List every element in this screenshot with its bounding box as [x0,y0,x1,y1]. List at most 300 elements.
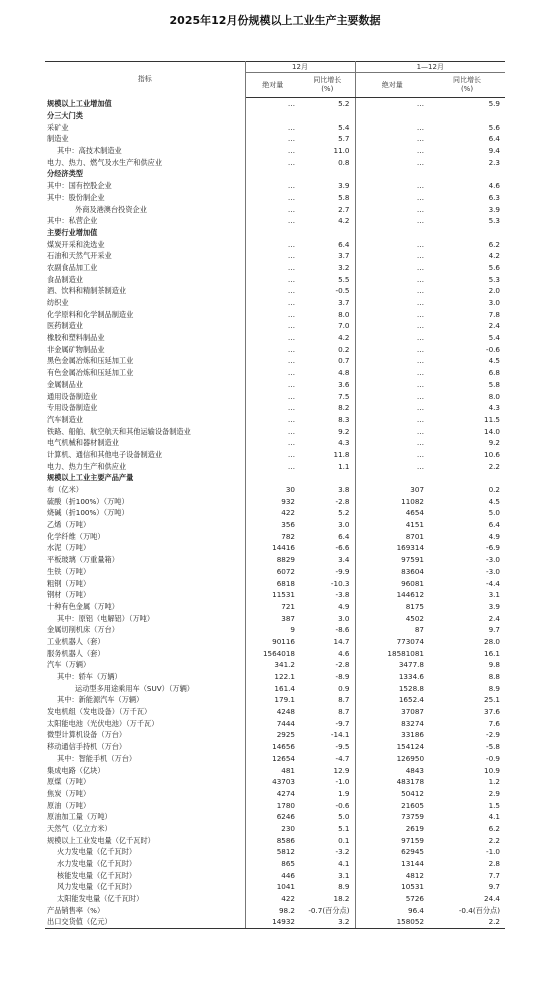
december-growth-value: 0.7 [300,355,355,367]
december-growth-value: 4.1 [300,858,355,870]
ytd-growth-value: 4.6 [488,181,501,191]
row-indicator-name: 电力、热力生产和供应业 [45,460,245,472]
december-absolute-value: 865 [281,859,295,869]
ytd-growth-value: 1.5 [488,800,501,810]
row-indicator-name: 汽车（万辆） [45,659,245,671]
december-growth-value: 5.2 [300,98,355,110]
december-growth-value: 0.2 [300,343,355,355]
ytd-absolute-value: … [416,146,425,156]
table-row [45,437,505,449]
ytd-growth-value: 3.1 [488,590,501,600]
statistics-table [45,61,505,929]
ytd-growth-value: 24.4 [484,894,501,904]
ytd-growth-value: -1.0 [485,847,501,857]
table-row [45,694,505,706]
row-indicator-name: 焦炭（万吨） [45,788,245,800]
december-growth-value: 4.6 [300,647,355,659]
table-row [45,449,505,461]
ytd-absolute-value: … [416,321,425,331]
row-indicator-name: 金属制品业 [45,379,245,391]
table-row [45,671,505,683]
ytd-growth-value [429,168,505,180]
ytd-growth-value: -6.9 [485,543,501,553]
ytd-absolute-value: … [416,309,425,319]
december-growth-value: -9.9 [300,566,355,578]
december-growth-value: -9.5 [300,741,355,753]
row-indicator-name: 风力发电量（亿千瓦时） [45,881,245,893]
table-row [45,811,505,823]
december-absolute-value: … [287,134,295,144]
december-absolute-value: 422 [281,894,295,904]
december-absolute-value: … [287,403,295,413]
ytd-absolute-value: … [416,344,425,354]
ytd-growth-value: 2.2 [429,916,505,928]
december-absolute-value: 14932 [245,916,300,928]
ytd-absolute-value: 97591 [401,555,425,565]
table-row [45,624,505,636]
table-row [45,425,505,437]
period-header-ytd: 1—12月 [355,62,505,73]
ytd-absolute-value: … [416,216,425,226]
december-absolute-value: … [287,239,295,249]
ytd-absolute-value [355,110,429,122]
december-growth-value: -6.6 [300,542,355,554]
table-row [45,729,505,741]
row-indicator-name: 移动通信手持机（万台） [45,741,245,753]
growth-header-december: 同比增长 (%) [300,73,355,98]
december-growth-value: 8.0 [300,308,355,320]
december-absolute-value: … [287,157,295,167]
december-absolute-value: … [287,298,295,308]
ytd-absolute-value: 4812 [405,870,425,880]
december-growth-value: 3.2 [300,916,355,928]
ytd-absolute-value: … [416,356,425,366]
row-indicator-name: 石油和天然气开采业 [45,250,245,262]
december-absolute-value [245,227,300,239]
row-indicator-name: 原油加工量（万吨） [45,811,245,823]
row-indicator-name: 微型计算机设备（万台） [45,729,245,741]
december-absolute-value: … [287,414,295,424]
december-growth-value: 5.2 [300,507,355,519]
december-growth-value: 3.4 [300,554,355,566]
december-growth-value: 6.4 [300,530,355,542]
december-growth-value: 0.8 [300,156,355,168]
table-row [45,601,505,613]
table-row [45,98,505,110]
table-row [45,238,505,250]
row-indicator-name: 规模以上工业发电量（亿千瓦时） [45,834,245,846]
december-growth-value: -3.2 [300,846,355,858]
december-absolute-value: 43703 [272,777,295,787]
row-indicator-name: 其中：国有控股企业 [45,180,245,192]
december-growth-value: -8.9 [300,671,355,683]
table-row [45,589,505,601]
row-indicator-name: 非金属矿物制品业 [45,343,245,355]
table-row [45,145,505,157]
row-indicator-name: 其中：原铝（电解铝）（万吨） [45,612,245,624]
row-indicator-name: 平板玻璃（万重量箱） [45,554,245,566]
ytd-absolute-value: 158052 [355,916,429,928]
ytd-absolute-value: 21605 [401,800,425,810]
december-absolute-value: 2925 [276,730,295,740]
december-absolute-value: … [287,274,295,284]
table-row [45,484,505,496]
december-growth-value: 8.7 [300,694,355,706]
row-indicator-name: 纺织业 [45,297,245,309]
ytd-growth-value: 5.0 [488,508,501,518]
december-absolute-value: … [287,204,295,214]
december-growth-value [300,110,355,122]
december-absolute-value: 90116 [272,636,295,646]
ytd-growth-value: 4.1 [488,812,501,822]
ytd-absolute-value: 307 [410,485,425,495]
december-growth-value: 7.0 [300,320,355,332]
row-indicator-name: 通用设备制造业 [45,390,245,402]
december-absolute-value: … [287,379,295,389]
ytd-growth-value: -5.8 [485,742,501,752]
december-absolute-value: 98.2 [278,905,295,915]
ytd-growth-value: 4.2 [488,251,501,261]
ytd-growth-value: 37.6 [484,707,501,717]
ytd-absolute-value: … [416,403,425,413]
row-indicator-name: 规模以上工业增加值 [45,98,245,110]
ytd-absolute-value: 5726 [405,894,425,904]
ytd-growth-value: 5.4 [488,333,501,343]
absolute-header-december: 绝对量 [245,73,300,98]
table-row [45,682,505,694]
december-absolute-value: 387 [281,613,295,623]
december-absolute-value: … [287,251,295,261]
row-indicator-name: 钢材（万吨） [45,589,245,601]
growth-header-ytd: 同比增长 (%) [429,73,505,98]
table-row [45,110,505,122]
december-absolute-value: … [287,309,295,319]
ytd-absolute-value: … [416,122,425,132]
table-row [45,180,505,192]
ytd-growth-value: 4.3 [488,403,501,413]
ytd-absolute-value: … [416,333,425,343]
december-absolute-value: … [287,356,295,366]
december-growth-value: -0.5 [300,285,355,297]
table-row [45,741,505,753]
december-absolute-value: 446 [281,870,295,880]
ytd-growth-value: 3.0 [488,298,501,308]
december-growth-value: -0.6 [300,799,355,811]
ytd-absolute-value: 169314 [396,543,425,553]
ytd-growth-value: 6.3 [488,192,501,202]
ytd-absolute-value: 483178 [396,777,425,787]
page-title: 2025年12月份规模以上工业生产主要数据 [169,14,381,27]
table-body [45,98,505,929]
december-growth-value: 4.2 [300,332,355,344]
december-growth-value: 3.0 [300,519,355,531]
row-indicator-name: 出口交货值（亿元） [45,916,245,928]
december-growth-value: 18.2 [300,893,355,905]
table-row [45,612,505,624]
december-growth-value [300,227,355,239]
ytd-absolute-value: … [416,368,425,378]
ytd-growth-value: 9.7 [488,625,501,635]
row-indicator-name: 制造业 [45,133,245,145]
ytd-absolute-value [355,227,429,239]
ytd-growth-value: 2.8 [488,859,501,869]
row-indicator-name: 食品制造业 [45,273,245,285]
row-indicator-name: 其中：股份制企业 [45,192,245,204]
ytd-growth-value: 9.4 [488,146,501,156]
ytd-absolute-value: … [416,192,425,202]
december-absolute-value: 9 [290,625,295,635]
ytd-absolute-value: … [416,239,425,249]
ytd-growth-value: -0.6 [485,344,501,354]
table-row [45,799,505,811]
december-growth-value: 5.4 [300,121,355,133]
table-row [45,192,505,204]
ytd-growth-value: 5.9 [488,99,501,109]
december-absolute-value: 12654 [272,753,295,763]
table-row [45,858,505,870]
table-row [45,776,505,788]
december-growth-value: 11.8 [300,449,355,461]
december-growth-value: 8.3 [300,414,355,426]
december-absolute-value: 179.1 [274,695,295,705]
december-absolute-value: 6246 [276,812,295,822]
ytd-absolute-value: … [416,391,425,401]
row-indicator-name: 铁路、船舶、航空航天和其他运输设备制造业 [45,425,245,437]
row-indicator-name: 太阳能发电量（亿千瓦时） [45,893,245,905]
table-header [45,62,505,98]
ytd-growth-value: 8.0 [488,391,501,401]
ytd-growth-value: -3.0 [485,566,501,576]
ytd-absolute-value: … [416,414,425,424]
ytd-growth-value: 9.8 [488,660,501,670]
december-growth-value: -14.1 [300,729,355,741]
table-row [45,659,505,671]
december-absolute-value: 4248 [276,707,295,717]
row-indicator-name: 产品销售率（%） [45,904,245,916]
december-growth-value: 4.8 [300,367,355,379]
ytd-growth-value: 7.7 [488,870,501,880]
ytd-growth-value: 2.2 [488,835,501,845]
december-growth-value: 12.9 [300,764,355,776]
table-row [45,367,505,379]
december-absolute-value [245,472,300,484]
row-indicator-name: 其中：高技术制造业 [45,145,245,157]
december-growth-value: 3.7 [300,250,355,262]
ytd-absolute-value: 3477.8 [398,660,425,670]
row-indicator-name: 天然气（亿立方米） [45,823,245,835]
row-indicator-name: 烧碱（折100%）（万吨） [45,507,245,519]
ytd-growth-value: 4.9 [488,531,501,541]
december-absolute-value: 932 [281,496,295,506]
row-indicator-name: 农副食品加工业 [45,262,245,274]
december-absolute-value: … [287,216,295,226]
december-absolute-value: 14416 [272,543,295,553]
ytd-absolute-value: … [416,461,425,471]
december-absolute-value: 341.2 [274,660,295,670]
table-row [45,753,505,765]
december-absolute-value: 14656 [272,742,295,752]
ytd-growth-value: 4.5 [488,496,501,506]
ytd-absolute-value: 97159 [401,835,425,845]
ytd-growth-value: 2.4 [488,321,501,331]
row-indicator-name: 原煤（万吨） [45,776,245,788]
december-growth-value [300,472,355,484]
ytd-growth-value: 10.9 [484,765,501,775]
table-row [45,519,505,531]
table-row [45,121,505,133]
ytd-growth-value: 25.1 [484,695,501,705]
december-absolute-value: 122.1 [274,672,295,682]
december-growth-value: 5.8 [300,192,355,204]
row-indicator-name: 化学纤维（万吨） [45,530,245,542]
december-absolute-value: 161.4 [274,683,295,693]
ytd-absolute-value: 4654 [405,508,425,518]
table-row [45,834,505,846]
table-row [45,904,505,916]
row-indicator-name: 煤炭开采和洗选业 [45,238,245,250]
december-absolute-value: … [287,181,295,191]
december-absolute-value: … [287,321,295,331]
december-absolute-value: 8586 [276,835,295,845]
ytd-growth-value: 6.8 [488,368,501,378]
ytd-absolute-value [355,472,429,484]
december-absolute-value: … [287,122,295,132]
december-growth-value: 0.1 [300,834,355,846]
december-growth-value: 11.0 [300,145,355,157]
ytd-growth-value: 8.9 [488,683,501,693]
row-indicator-name: 生铁（万吨） [45,566,245,578]
ytd-absolute-value: … [416,204,425,214]
ytd-growth-value [429,110,505,122]
row-indicator-name: 采矿业 [45,121,245,133]
row-indicator-name: 有色金属冶炼和压延加工业 [45,367,245,379]
december-growth-value: 3.7 [300,297,355,309]
ytd-growth-value: 1.2 [488,777,501,787]
december-absolute-value: 481 [281,765,295,775]
table-row [45,507,505,519]
table-row [45,460,505,472]
ytd-absolute-value: 4151 [405,520,425,530]
table-row [45,846,505,858]
row-indicator-name: 其中：新能源汽车（万辆） [45,694,245,706]
ytd-growth-value: 5.6 [488,122,501,132]
ytd-absolute-value: 62945 [401,847,425,857]
table-row [45,273,505,285]
ytd-growth-value: 3.9 [488,204,501,214]
december-absolute-value: 30 [285,485,295,495]
ytd-growth-value: 6.2 [488,239,501,249]
ytd-absolute-value: … [416,426,425,436]
ytd-absolute-value: 37087 [401,707,425,717]
ytd-growth-value: 2.9 [488,788,501,798]
ytd-growth-value: 9.2 [488,438,501,448]
row-indicator-name: 原油（万吨） [45,799,245,811]
ytd-growth-value [429,227,505,239]
ytd-absolute-value: … [416,99,425,109]
december-absolute-value: 7444 [276,718,295,728]
ytd-absolute-value [355,168,429,180]
row-indicator-name: 太阳能电池（光伏电池）（万千瓦） [45,717,245,729]
table-row [45,203,505,215]
ytd-absolute-value: 154124 [396,742,425,752]
ytd-growth-value: 11.5 [484,414,501,424]
row-indicator-name: 外商及港澳台投资企业 [45,203,245,215]
december-absolute-value: 5812 [276,847,295,857]
table-row [45,577,505,589]
december-growth-value: 14.7 [300,636,355,648]
december-absolute-value: … [287,438,295,448]
december-absolute-value [245,110,300,122]
ytd-absolute-value: 10531 [401,882,425,892]
row-indicator-name: 硫酸（折100%）（万吨） [45,495,245,507]
december-growth-value [300,168,355,180]
row-indicator-name: 电力、热力、燃气及水生产和供应业 [45,156,245,168]
ytd-growth-value: 3.9 [488,601,501,611]
table-row [45,788,505,800]
december-absolute-value: 1564018 [262,648,295,658]
row-indicator-name: 布（亿米） [45,484,245,496]
table-row [45,133,505,145]
ytd-absolute-value: 8701 [405,531,425,541]
ytd-growth-value: 4.5 [488,356,501,366]
december-absolute-value: … [287,426,295,436]
table-row [45,636,505,648]
ytd-absolute-value: … [416,274,425,284]
table-row [45,530,505,542]
december-absolute-value: … [287,146,295,156]
ytd-absolute-value: 11082 [401,496,425,506]
december-growth-value: -1.0 [300,776,355,788]
december-growth-value: 8.7 [300,706,355,718]
ytd-absolute-value: 83274 [401,718,425,728]
row-indicator-name: 计算机、通信和其他电子设备制造业 [45,449,245,461]
ytd-absolute-value: … [416,438,425,448]
ytd-growth-value: -0.9 [485,753,501,763]
ytd-absolute-value: 96081 [401,578,425,588]
table-row [45,343,505,355]
december-growth-value: -3.8 [300,589,355,601]
ytd-absolute-value: 50412 [401,788,425,798]
december-absolute-value: 8829 [276,555,295,565]
december-growth-value: 6.4 [300,238,355,250]
row-indicator-name: 分三大门类 [45,110,245,122]
row-indicator-name: 水泥（万吨） [45,542,245,554]
ytd-absolute-value: 144612 [396,590,425,600]
indicator-header: 指标 [45,62,245,98]
ytd-absolute-value: … [416,262,425,272]
row-indicator-name: 化学原料和化学制品制造业 [45,308,245,320]
table-row [45,320,505,332]
ytd-growth-value: 8.8 [488,672,501,682]
table-row [45,869,505,881]
december-absolute-value: … [287,391,295,401]
ytd-absolute-value: … [416,157,425,167]
table-row [45,823,505,835]
december-growth-value: 3.8 [300,484,355,496]
row-indicator-name: 橡胶和塑料制品业 [45,332,245,344]
table-row [45,566,505,578]
ytd-growth-value: 6.2 [488,823,501,833]
december-absolute-value: … [287,99,295,109]
table-row [45,495,505,507]
table-row [45,706,505,718]
table-row [45,227,505,239]
row-indicator-name: 汽车制造业 [45,414,245,426]
table-row [45,717,505,729]
ytd-growth-value: 14.0 [484,426,501,436]
table-row [45,554,505,566]
row-indicator-name: 其中：轿车（万辆） [45,671,245,683]
